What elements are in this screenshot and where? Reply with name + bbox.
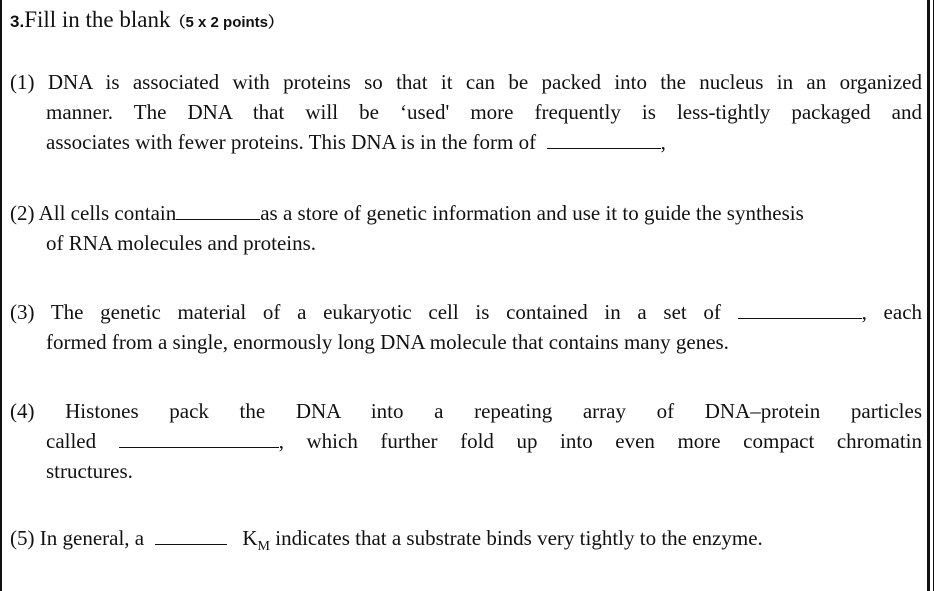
question-1-blank[interactable] [547, 130, 661, 149]
question-2-line-1: (2) All cells contain as a store of genetic information and use it to guide the synthesis [10, 201, 804, 225]
question-2-blank[interactable] [176, 201, 260, 220]
question-4-blank[interactable] [119, 429, 279, 448]
section-header [10, 7, 283, 33]
question-2-line-2: of RNA molecules and proteins. [46, 231, 317, 255]
question-5-blank[interactable] [155, 526, 227, 545]
question-1-line-3: associates with fewer proteins. This DNA is in the form of , [46, 130, 666, 154]
question-4-line-3: structures. [46, 459, 133, 483]
question-1 [10, 67, 922, 157]
question-5-label: (5) [10, 526, 35, 550]
question-1-line-2: manner. The DNA that will be ‘used' more frequently is less-tightly packaged and [46, 100, 922, 124]
page-border-right [927, 0, 930, 591]
question-2-label: (2) [10, 201, 35, 225]
question-1-label: (1) [10, 70, 35, 94]
question-1-line-1: (1) DNA is associated with proteins so that it can be packed into the nucleus in an organized [10, 70, 922, 94]
question-3-blank[interactable] [738, 300, 862, 319]
page-border-right-thin [933, 0, 934, 591]
question-3 [10, 297, 922, 357]
section-title: Fill in the blank [24, 7, 171, 32]
question-4 [10, 396, 922, 486]
question-3-line-1: (3) The genetic material of a eukaryotic cell is contained in a set of , each [10, 300, 923, 324]
question-3-label: (3) [10, 300, 35, 324]
section-points: （5 x 2 points） [170, 14, 284, 31]
question-2 [10, 198, 922, 258]
question-4-line-1: (4) Histones pack the DNA into a repeating array of DNA–protein particles [10, 399, 922, 423]
question-4-label: (4) [10, 399, 35, 423]
km-symbol: $K_M$ [242, 526, 270, 555]
question-5 [10, 523, 922, 562]
question-5-line-1: (5) In general, a $K_M$ indicates that a substrate binds very tightly to the enzyme. [10, 526, 763, 555]
section-number: 3. [10, 12, 25, 31]
question-3-line-2: formed from a single, enormously long DNA molecule that contains many genes. [46, 330, 729, 354]
question-4-line-2: called , which further fold up into even more compact chromatin [46, 429, 922, 453]
